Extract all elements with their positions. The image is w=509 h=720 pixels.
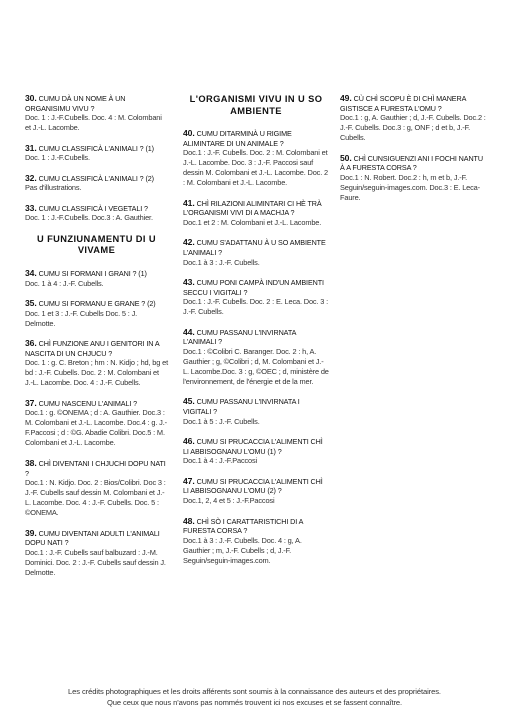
entry-credit: Doc.1 à 3 : J.-F. Cubells. xyxy=(183,257,260,267)
entry-credit: Doc.1 : g. ©ONEMA ; d : A. Gauthier. Doc.3 : M. Colombani et J.-L. Lacombe. Doc.4 : g. J.-F.Paccosi ; d : ©G. Abadie Colibri. Doc.5 : M. Colombani et J.-L. Lacombe. xyxy=(25,408,167,448)
entry-credit: Doc. 1 : g. C. Breton ; hm : N. Kidjo ; hd, bg et bd : J.-F. Cubells. Doc. 2 : M. Colombani et J.-L. Lacombe. Doc. 4 : J.-F. Cubells. xyxy=(25,358,168,388)
entry-heading xyxy=(183,328,329,347)
entry-heading xyxy=(25,529,168,548)
entry-title: CUMU NASCENU L'ANIMALI ? xyxy=(38,398,138,408)
entry-heading xyxy=(183,238,329,257)
credit-entry xyxy=(183,238,329,267)
entry-title: CUMU PASSANU L'INVIRNATA I VIGITALI ? xyxy=(183,397,300,417)
entry-number: 37. xyxy=(25,397,37,408)
entry-title: CUMU SI PRUCACCIA L'ALIMENTI CHÌ LI ABBISOGNANU L'OMU (2) ? xyxy=(183,476,323,496)
entry-title: CHÌ FUNZIONE ANU I GENITORI IN A NASCITA DI UN CHJUCU ? xyxy=(25,339,160,358)
entry-credit: Doc.1 à 4 : J.-F.Paccosi xyxy=(183,456,258,466)
entry-title: CUMU DITARMINÀ U RIGIME ALIMINTARE DI UN ANIMALE ? xyxy=(183,129,292,148)
entry-heading xyxy=(183,199,329,218)
entry-credit: Doc. 1 : J.-F.Cubells. Doc.3 : A. Gauthier. xyxy=(25,213,153,223)
entry-credit: Doc.1 : J.-F. Cubells. Doc. 2 : M. Colombani et J.-L. Lacombe. Doc. 3 : J.-F. Paccosi sauf dessin M. Colombani et J.-L. Lacombe. Doc. 2 : M. Colombani et J.-L. Lacombe. xyxy=(183,148,328,188)
credit-entry xyxy=(25,339,168,388)
column-middle xyxy=(183,94,329,576)
entry-heading xyxy=(340,94,488,113)
entry-number: 40. xyxy=(183,128,195,138)
entry-number: 45. xyxy=(183,396,195,407)
entry-number: 49. xyxy=(340,93,352,103)
entry-title: CHÌ SÒ I CARATTARISTICHI DI A FURESTA CORSA ? xyxy=(183,516,303,536)
entry-title: CHÌ CUNSIGUENZI ANI I FOCHI NANTU À A FURESTA CORSA ? xyxy=(340,153,483,173)
entry-number: 50. xyxy=(340,152,352,163)
entry-credit: Doc.1 : J.-F. Cubells. Doc. 2 : E. Leca. Doc. 3 : J.-F. Cubells. xyxy=(183,297,329,317)
entry-heading xyxy=(183,437,329,456)
entry-title: CUMU DÀ UN NOME À UN ORGANISIMU VIVU ? xyxy=(25,94,126,113)
entry-credit: Doc.1 à 5 : J.-F. Cubells. xyxy=(183,416,260,426)
entry-credit: Pas d'illustrations. xyxy=(25,183,82,193)
entry-title: CUMU PASSANU L'INVIRNATA L'ANIMALI ? xyxy=(183,327,296,347)
entry-number: 39. xyxy=(25,527,37,538)
entry-number: 30. xyxy=(25,93,37,103)
credit-entry xyxy=(183,328,329,387)
entry-credit: Doc.1 : g, A. Gauthier ; d, J.-F. Cubells. Doc.2 : J.-F. Cubells. Doc.3 : g, ONF ; d et b, J.-F. Cubells. xyxy=(340,113,486,143)
entry-number: 33. xyxy=(25,202,37,213)
entry-title: CUMU PONI CAMPÀ IND'UN AMBIENTI SECCU I VIGITALI ? xyxy=(183,278,324,297)
entry-heading xyxy=(25,204,168,214)
entry-heading xyxy=(183,278,329,297)
entry-credit: Doc. 1 : J.-F.Cubells. Doc. 4 : M. Colombani et J.-L. Lacombe. xyxy=(25,113,162,133)
entry-number: 46. xyxy=(183,436,195,447)
credit-entry xyxy=(25,144,168,164)
credit-entry xyxy=(25,399,168,449)
entry-heading xyxy=(25,144,168,154)
entry-credit: Doc. 1 : J.-F.Cubells. xyxy=(25,153,90,163)
credit-entry xyxy=(25,459,168,518)
footer-note xyxy=(0,686,509,708)
entry-heading xyxy=(183,477,329,496)
entry-number: 31. xyxy=(25,142,37,153)
entry-title: CUMU CLASSIFICÀ L'ANIMALI ? (2) xyxy=(38,173,154,183)
credit-entry xyxy=(183,129,329,188)
entry-title: CUMU SI PRUCACCIA L'ALIMENTI CHÌ LI ABBISOGNANU L'OMU (1) ? xyxy=(183,437,323,456)
credit-entry xyxy=(25,94,168,133)
entry-number: 32. xyxy=(25,172,37,183)
entry-credit: Doc. 1 et 3 : J.-F. Cubells Doc. 5 : J. Delmotte. xyxy=(25,308,138,328)
entry-number: 47. xyxy=(183,475,195,486)
credit-entry xyxy=(25,204,168,224)
entry-title: CHÌ DIVENTANI I CHJUCHI DOPU NATI ? xyxy=(25,458,166,478)
entry-number: 44. xyxy=(183,326,195,337)
column-left xyxy=(25,94,168,588)
credit-entry xyxy=(25,269,168,289)
entry-number: 43. xyxy=(183,277,195,288)
credit-entry xyxy=(183,477,329,506)
entry-number: 36. xyxy=(25,338,37,349)
entry-credit: Doc. 1 à 4 : J.-F. Cubells. xyxy=(25,278,104,288)
entry-credit: Doc.1 à 3 : J.-F. Cubells. Doc. 4 : g, A. Gauthier ; m, J.-F. Cubells ; d, J.-F. Seguin/seguin-images.com. xyxy=(183,535,302,565)
entry-heading xyxy=(25,94,168,113)
credit-entry xyxy=(25,174,168,194)
credit-entry xyxy=(340,94,488,143)
entry-heading xyxy=(183,517,329,536)
entry-heading xyxy=(25,174,168,184)
entry-credit: Doc.1 : J.-F. Cubells sauf balbuzard : J.-M. Dominici. Doc. 2 : J.-F. Cubells sauf dessin J. Delmotte. xyxy=(25,547,166,577)
entry-heading xyxy=(25,339,168,358)
footer-line-1: Les crédits photographiques et les droits afférents sont soumis à la connaissance des auteurs et des propriétaires. xyxy=(68,687,441,696)
column-right xyxy=(340,94,488,213)
entry-heading xyxy=(183,397,329,416)
entry-title: CUMU SI FORMANU E GRANE ? (2) xyxy=(38,299,156,309)
entry-title: CUMU CLASSIFICÀ I VEGETALI ? xyxy=(38,203,148,213)
section-title: U FUNZIUNAMENTU DI U VIVAME xyxy=(36,233,157,256)
entry-number: 41. xyxy=(183,197,195,208)
entry-title: CUMU SI FORMANI I GRANI ? (1) xyxy=(38,268,147,278)
credit-entry xyxy=(25,529,168,578)
entry-number: 34. xyxy=(25,267,37,278)
credit-entry xyxy=(183,397,329,426)
credit-entry xyxy=(183,517,329,566)
entry-number: 38. xyxy=(25,457,37,468)
entry-title: CUMU CLASSIFICÀ L'ANIMALI ? (1) xyxy=(38,143,154,153)
credit-entry xyxy=(340,154,488,203)
entry-heading xyxy=(25,299,168,309)
entry-title: CÙ CHÌ SCOPU È DI CHÌ MANERA GISTISCE A FURESTA L'OMU ? xyxy=(340,94,466,113)
credit-entry xyxy=(183,199,329,228)
entry-credit: Doc.1, 2, 4 et 5 : J.-F.Paccosi xyxy=(183,496,275,505)
credit-entry xyxy=(183,278,329,317)
entry-heading xyxy=(183,129,329,148)
credit-entry xyxy=(25,299,168,329)
entry-credit: Doc.1 et 2 : M. Colombani et J.-L. Lacombe. xyxy=(183,217,322,227)
entry-credit: Doc.1 : ©Colibri C. Baranger. Doc. 2 : h, A. Gauthier ; g, ©Colibri ; d, M. Colombani et J.-L. Lacombe.Doc. 3 : g, ©OEC ; d, ministère de l'environnement, de l'énergie et de la mer. xyxy=(183,346,329,386)
entry-title: CHÌ RILAZIONI ALIMINTARI CI HÈ TRÀ L'ORGANISMI VIVI DI A MACHJA ? xyxy=(183,198,322,218)
footer-line-2: Que ceux que nous n'avons pas nommés trouvent ici nos excuses et se fassent connaître. xyxy=(106,698,403,707)
entry-title: CUMU DIVENTANI ADULTI L'ANIMALI DOPU NATI ? xyxy=(25,528,160,548)
entry-heading xyxy=(25,459,168,478)
entry-title: CUMU S'ADATTANU À U SO AMBIENTE L'ANIMALI ? xyxy=(183,238,326,257)
entry-number: 35. xyxy=(25,298,37,309)
entry-credit: Doc.1 : N. Kidjo. Doc. 2 : Bios/Colibri. Doc 3 : J.-F. Cubells sauf dessin M. Colombani et J.-L. Lacombe. Doc. 4 : J.-F. Cubells. Doc. 5 : ©ONEMA. xyxy=(25,478,166,518)
entry-number: 48. xyxy=(183,515,195,526)
entry-credit: Doc.1 : N. Robert. Doc.2 : h, m et b, J.-F. Seguin/seguin-images.com. Doc.3 : E. Leca-Faure. xyxy=(340,172,480,202)
credit-entry xyxy=(183,437,329,466)
entry-heading xyxy=(340,154,488,173)
entry-heading xyxy=(25,269,168,279)
entry-number: 42. xyxy=(183,237,195,248)
entry-heading xyxy=(25,399,168,409)
section-title: L'ORGANISMI VIVU IN U SO AMBIENTE xyxy=(189,94,323,116)
